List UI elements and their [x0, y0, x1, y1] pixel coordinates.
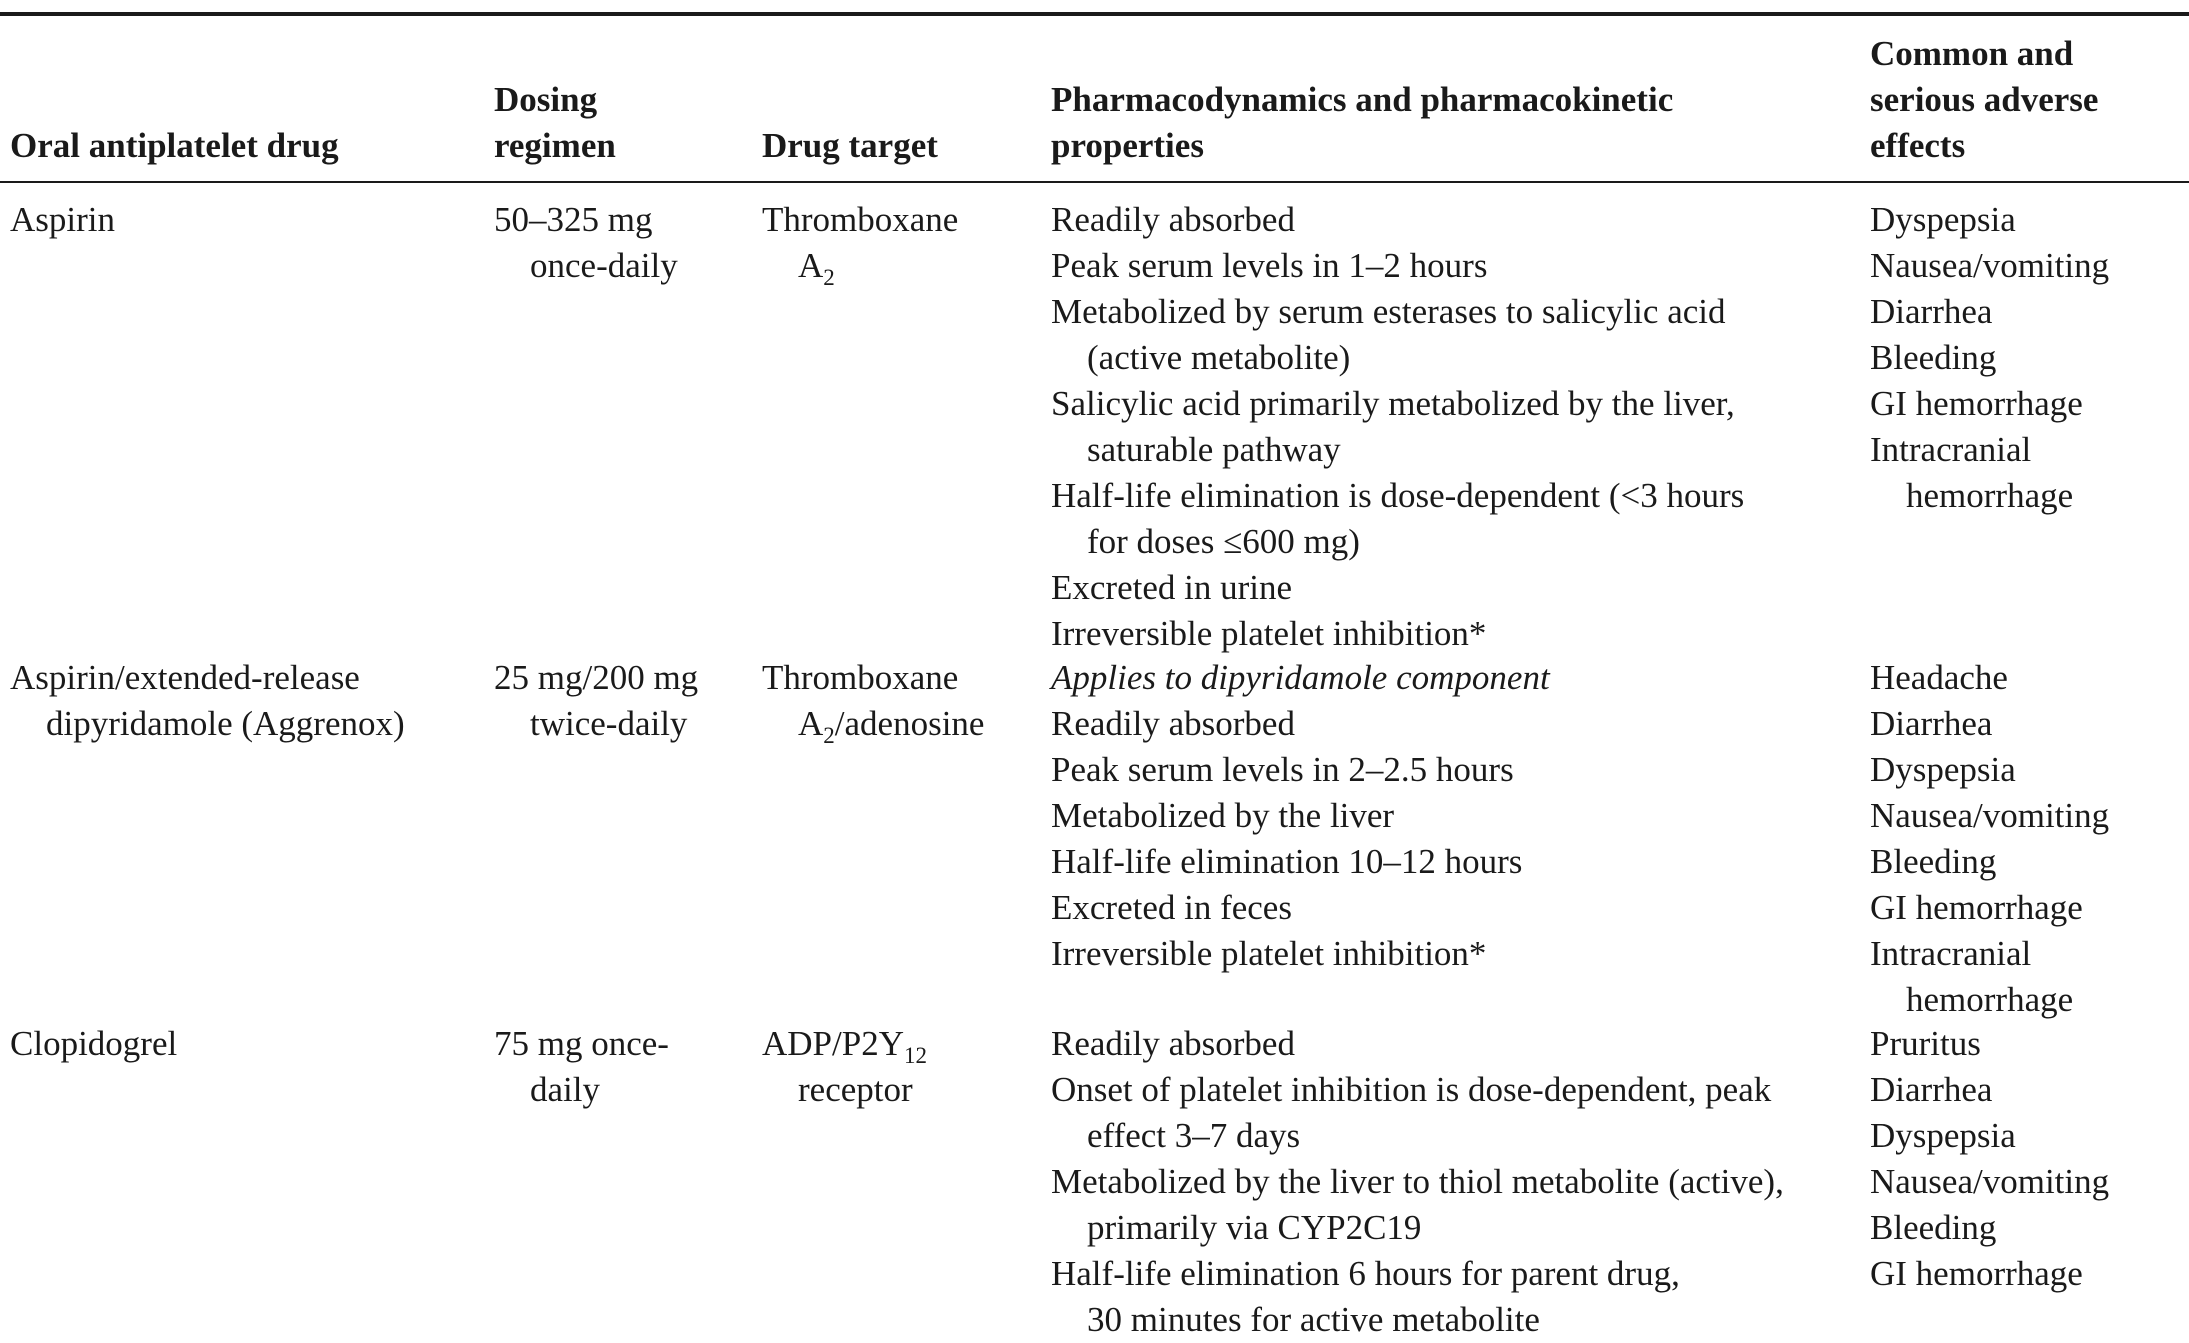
- pharm-item: Peak serum levels in 1–2 hours: [1051, 246, 1488, 285]
- pharm-item: Onset of platelet inhibition is dose-dependent, peak: [1051, 1070, 1772, 1109]
- pharm-item: Metabolized by the liver: [1051, 796, 1395, 835]
- adverse-effects-cell: Headache Diarrhea Dyspepsia Nausea/vomiting Bleeding GI hemorrhage Intracranial hemorrhage: [1870, 655, 2109, 1023]
- pharm-item: Excreted in feces: [1051, 888, 1292, 927]
- target-cell: Thromboxane $A_2$/adenosine: [762, 658, 985, 748]
- dosing-cell: 75 mg once- daily: [494, 1024, 669, 1109]
- header-drug: Oral antiplatelet drug: [10, 126, 339, 165]
- header-rule: [0, 181, 2189, 183]
- adverse-item: Dyspepsia: [1870, 200, 2016, 239]
- adverse-item: Nausea/vomiting: [1870, 246, 2110, 285]
- adverse-item: GI hemorrhage: [1870, 384, 2083, 423]
- adverse-item: Nausea/vomiting: [1870, 796, 2110, 835]
- adverse-item: Nausea/vomiting: [1870, 1162, 2110, 1201]
- header-pharmacology: Pharmacodynamics and pharmacokinetic properties: [1051, 80, 1674, 165]
- adverse-effects-cell: Dyspepsia Nausea/vomiting Diarrhea Bleeding GI hemorrhage Intracranial hemorrhage: [1870, 197, 2109, 519]
- adverse-item: GI hemorrhage: [1870, 888, 2083, 927]
- adverse-item: Intracranial: [1870, 934, 2032, 973]
- pharm-item: Irreversible platelet inhibition*: [1051, 934, 1487, 973]
- pharmacology-cell: Readily absorbed Onset of platelet inhibition is dose-dependent, peak effect 3–7 days Metabolized by the liver to thiol metabolite (active), primarily via CYP2C19 Half-life elimination 6 hours for parent drug, 30 minutes for active metabolite: [1051, 1021, 1784, 1343]
- adverse-item: Pruritus: [1870, 1024, 1981, 1063]
- pharm-item: Metabolized by the liver to thiol metabolite (active),: [1051, 1162, 1784, 1201]
- pharm-item: Readily absorbed: [1051, 1024, 1295, 1063]
- header-adverse-effects: Common and serious adverse effects: [1870, 34, 2099, 165]
- dosing-cell: 50–325 mg once-daily: [494, 200, 678, 285]
- pharm-item: Readily absorbed: [1051, 200, 1295, 239]
- target-cell: Thromboxane $A_2$: [762, 200, 959, 290]
- pharm-item: Half-life elimination is dose-dependent (<3 hours: [1051, 476, 1745, 515]
- drug-cell: Aspirin: [10, 200, 115, 239]
- pharm-item: Salicylic acid primarily metabolized by the liver,: [1051, 384, 1735, 423]
- pharm-item: Excreted in urine: [1051, 568, 1293, 607]
- pharm-item: Irreversible platelet inhibition*: [1051, 614, 1487, 653]
- adverse-item: Diarrhea: [1870, 1070, 1993, 1109]
- adverse-item: Intracranial: [1870, 430, 2032, 469]
- header-dosing: Dosing regimen: [494, 80, 616, 165]
- adverse-effects-cell: [1870, 1021, 2109, 1297]
- pharm-item: Peak serum levels in 2–2.5 hours: [1051, 750, 1514, 789]
- pharm-item: Metabolized by serum esterases to salicylic acid: [1051, 292, 1726, 331]
- adverse-item: Diarrhea: [1870, 292, 1993, 331]
- target-cell: ADP/$P2Y_{12}$ receptor: [762, 1024, 927, 1109]
- pharm-item: Readily absorbed: [1051, 704, 1295, 743]
- adverse-item: Bleeding: [1870, 1208, 1997, 1247]
- adverse-item: Bleeding: [1870, 338, 1997, 377]
- adverse-item: GI hemorrhage: [1870, 1254, 2083, 1293]
- adverse-item: Headache: [1870, 658, 2008, 697]
- table-top-rule: [0, 12, 2189, 16]
- pharmacology-cell: [1051, 655, 1550, 977]
- pharm-item: Half-life elimination 6 hours for parent drug,: [1051, 1254, 1680, 1293]
- header-target: Drug target: [762, 126, 938, 165]
- adverse-item: Diarrhea: [1870, 704, 1993, 743]
- drug-cell: Aspirin/extended-release dipyridamole (Aggrenox): [10, 658, 405, 743]
- drug-cell: Clopidogrel: [10, 1024, 178, 1063]
- adverse-item: Dyspepsia: [1870, 1116, 2016, 1155]
- pharm-item: Half-life elimination 10–12 hours: [1051, 842, 1523, 881]
- pharm-note: Applies to dipyridamole component: [1051, 658, 1550, 697]
- dosing-cell: 25 mg/200 mg twice-daily: [494, 658, 699, 743]
- adverse-item: Bleeding: [1870, 842, 1997, 881]
- pharmacology-cell: Readily absorbed Peak serum levels in 1–2 hours Metabolized by serum esterases to salicylic acid (active metabolite) Salicylic acid primarily metabolized by the liver, saturable pathway Half-life elimination is dose-dependent (<3 hours for doses ≤600 mg) Excreted in urine Irreversible platelet inhibition*: [1051, 197, 1744, 657]
- adverse-item: Dyspepsia: [1870, 750, 2016, 789]
